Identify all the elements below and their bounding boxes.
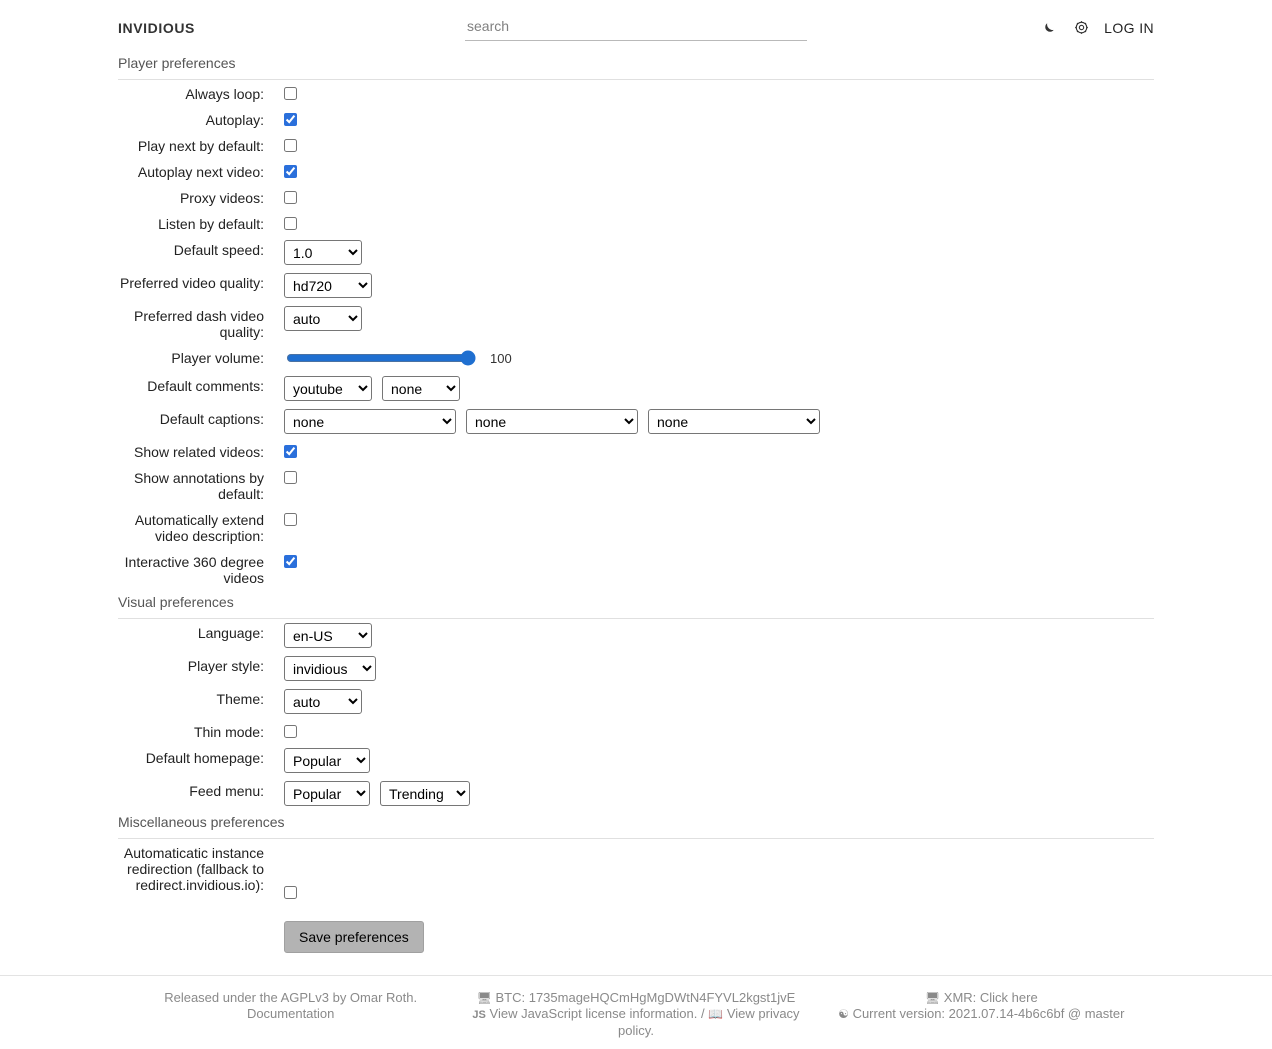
navbar-left <box>0 20 340 36</box>
label-language: Language: <box>197 625 264 641</box>
preferences-content <box>0 55 1272 953</box>
section-player-heading: Player preferences <box>118 55 1154 80</box>
label-thin-mode: Thin mode: <box>193 724 264 740</box>
label-default-speed: Default speed: <box>173 242 264 258</box>
row-default-captions <box>118 405 1154 438</box>
label-dash-quality: Preferred dash video quality: <box>134 308 264 340</box>
save-preferences-wrap <box>118 903 1154 953</box>
github-icon: ☯ <box>838 1007 849 1021</box>
select-dash-quality[interactable] <box>284 306 362 331</box>
select-default-comments-1[interactable] <box>284 376 372 401</box>
checkbox-instance-redirect[interactable] <box>284 886 297 899</box>
checkbox-autoplay-next[interactable] <box>284 165 297 178</box>
player-preferences-group <box>118 80 1154 590</box>
row-listen-default <box>118 210 1154 236</box>
label-related-videos: Show related videos: <box>134 444 264 460</box>
label-default-captions: Default captions: <box>159 411 264 427</box>
monitor-icon: 🖥 <box>476 991 492 1005</box>
select-player-style[interactable] <box>284 656 376 681</box>
checkbox-extend-description[interactable] <box>284 513 297 526</box>
footer-js-license-link[interactable]: View JavaScript license information. <box>489 1006 698 1021</box>
navbar <box>0 0 1272 51</box>
search-input[interactable] <box>465 14 807 41</box>
row-interactive-360 <box>118 548 1154 590</box>
row-related-videos <box>118 438 1154 464</box>
select-default-homepage[interactable] <box>284 748 370 773</box>
footer-privacy-link[interactable]: View privacy policy. <box>618 1006 800 1038</box>
select-feed-menu-2[interactable] <box>380 781 470 806</box>
row-theme <box>118 685 1154 718</box>
book-icon: 📖 <box>708 1007 724 1021</box>
checkbox-annotations[interactable] <box>284 471 297 484</box>
label-theme: Theme: <box>216 691 264 707</box>
label-interactive-360: Interactive 360 degree videos <box>124 554 264 586</box>
select-feed-menu-1[interactable] <box>284 781 370 806</box>
footer-js-line <box>463 1006 808 1039</box>
monitor-icon-xmr: 🖥 <box>924 991 941 1005</box>
footer-xmr-link[interactable]: XMR: Click here <box>943 990 1038 1005</box>
select-default-comments-2[interactable] <box>382 376 460 401</box>
label-default-comments: Default comments: <box>147 378 264 394</box>
checkbox-autoplay[interactable] <box>284 113 297 126</box>
label-feed-menu: Feed menu: <box>189 783 264 799</box>
slider-player-volume[interactable] <box>286 350 476 366</box>
checkbox-proxy-videos[interactable] <box>284 191 297 204</box>
row-language <box>118 619 1154 652</box>
row-autoplay-next <box>118 158 1154 184</box>
label-video-quality: Preferred video quality: <box>120 275 264 291</box>
row-proxy-videos <box>118 184 1154 210</box>
footer-version-text: Current version: 2021.07.14-4b6c6bf @ master <box>852 1006 1125 1021</box>
label-player-style: Player style: <box>187 658 264 674</box>
row-thin-mode <box>118 718 1154 744</box>
footer <box>0 975 1272 1049</box>
select-theme[interactable] <box>284 689 362 714</box>
label-always-loop: Always loop: <box>185 86 264 102</box>
row-default-homepage <box>118 744 1154 777</box>
row-player-style <box>118 652 1154 685</box>
row-default-comments <box>118 372 1154 405</box>
row-default-speed <box>118 236 1154 269</box>
section-visual-heading: Visual preferences <box>118 594 1154 619</box>
navbar-center <box>340 14 932 41</box>
label-default-homepage: Default homepage: <box>145 750 264 766</box>
section-misc-heading: Miscellaneous preferences <box>118 814 1154 839</box>
select-video-quality[interactable] <box>284 273 372 298</box>
checkbox-thin-mode[interactable] <box>284 725 297 738</box>
checkbox-play-next[interactable] <box>284 139 297 152</box>
row-extend-description <box>118 506 1154 548</box>
login-link[interactable]: LOG IN <box>1104 19 1154 36</box>
row-annotations <box>118 464 1154 506</box>
row-always-loop <box>118 80 1154 106</box>
row-play-next <box>118 132 1154 158</box>
row-video-quality <box>118 269 1154 302</box>
row-autoplay <box>118 106 1154 132</box>
select-default-captions-3[interactable] <box>648 409 820 434</box>
row-feed-menu <box>118 777 1154 810</box>
moon-icon[interactable] <box>1040 19 1058 37</box>
footer-xmr-line <box>809 990 1154 1006</box>
label-listen-default: Listen by default: <box>158 216 264 232</box>
label-player-volume: Player volume: <box>171 350 264 366</box>
select-default-speed[interactable] <box>284 240 362 265</box>
footer-btc-line <box>463 990 808 1006</box>
checkbox-interactive-360[interactable] <box>284 555 297 568</box>
select-default-captions-1[interactable] <box>284 409 456 434</box>
row-player-volume <box>118 344 1154 372</box>
gear-icon[interactable] <box>1072 19 1090 37</box>
label-proxy-videos: Proxy videos: <box>179 190 264 206</box>
label-autoplay: Autoplay: <box>205 112 264 128</box>
label-play-next: Play next by default: <box>137 138 264 154</box>
footer-right <box>809 990 1154 1039</box>
misc-preferences-group <box>118 839 1154 903</box>
player-volume-value: 100 <box>490 350 512 366</box>
footer-separator: / <box>701 1006 705 1021</box>
footer-center <box>463 990 808 1039</box>
label-autoplay-next: Autoplay next video: <box>137 164 264 180</box>
label-extend-description: Automatically extend video description: <box>134 512 264 544</box>
select-language[interactable] <box>284 623 372 648</box>
footer-btc-text: BTC: 1735mageHQCmHgMgDWtN4FYVL2kgst1jvE <box>495 990 796 1005</box>
search-form <box>465 14 807 41</box>
row-instance-redirect <box>118 839 1154 903</box>
label-annotations: Show annotations by default: <box>134 470 264 502</box>
navbar-right <box>932 19 1272 37</box>
footer-license-text: Released under the AGPLv3 by Omar Roth. <box>164 990 418 1005</box>
footer-left <box>118 990 463 1039</box>
row-dash-quality <box>118 302 1154 344</box>
label-instance-redirect: Automaticatic instance redirection (fallback to redirect.invidious.io): <box>123 845 264 893</box>
brand-logo[interactable]: INVIDIOUS <box>118 19 195 36</box>
checkbox-always-loop[interactable] <box>284 87 297 100</box>
save-preferences-button[interactable]: Save preferences <box>284 921 424 953</box>
select-default-captions-2[interactable] <box>466 409 638 434</box>
js-badge-icon: JS <box>472 1009 486 1021</box>
visual-preferences-group <box>118 619 1154 810</box>
checkbox-listen-default[interactable] <box>284 217 297 230</box>
footer-version-line <box>809 1006 1154 1022</box>
footer-documentation-link[interactable]: Documentation <box>246 1006 335 1021</box>
checkbox-related-videos[interactable] <box>284 445 297 458</box>
